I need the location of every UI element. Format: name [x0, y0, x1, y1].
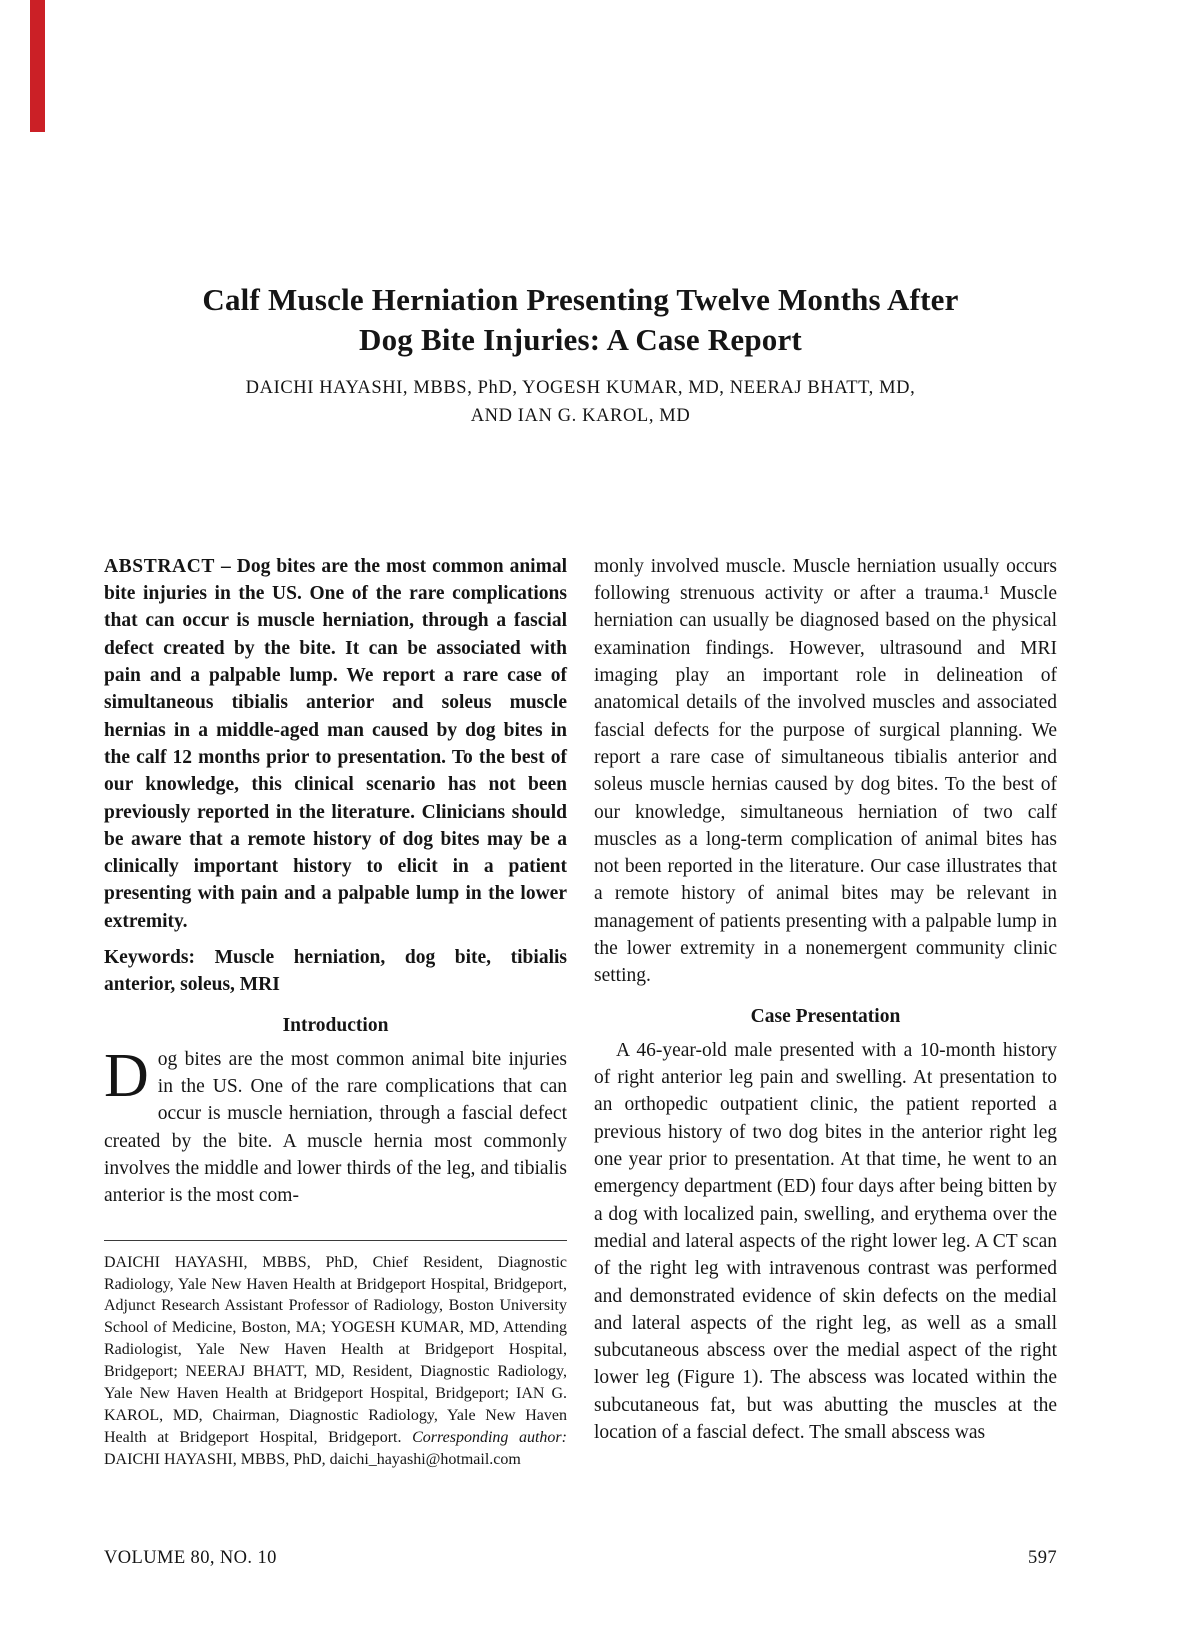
page-title	[104, 280, 1057, 359]
introduction-paragraph	[104, 1041, 567, 1210]
right-column	[594, 553, 1057, 1471]
red-accent-bar	[30, 0, 45, 132]
authors-line-2: AND IAN G. KAROL, MD	[470, 406, 691, 427]
keywords-line: Keywords: Muscle herniation, dog bite, tibialis anterior, soleus, MRI	[104, 947, 567, 996]
section-heading-case-presentation: Case Presentation	[750, 1005, 901, 1027]
left-column	[104, 553, 567, 1471]
title-line-1: Calf Muscle Herniation Presenting Twelve Months After	[202, 282, 959, 317]
page-footer	[104, 1548, 1057, 1569]
authors-byline	[104, 375, 1057, 431]
author-footnote	[104, 1240, 567, 1471]
corresponding-author-label: Corresponding author:	[412, 1428, 567, 1446]
footnote-contact: DAICHI HAYASHI, MBBS, PhD, daichi_hayashi@hotmail.com	[104, 1450, 521, 1468]
volume-label: VOLUME 80, NO. 10	[104, 1548, 277, 1568]
section-heading-introduction: Introduction	[282, 1014, 389, 1036]
case-presentation-paragraph: A 46-year-old male presented with a 10-month history of right anterior leg pain and swelling. At presentation to an orthopedic outpatient clinic, the patient reported a previous history of two dog bites in the anterior right leg one year prior to presentation. At that time, he went to an emergency department (ED) four days after being bitten by a dog with localized pain, swelling, and erythema over the medial and lateral aspects of the right lower leg. A CT scan of the right leg with intravenous contrast was performed and demonstrated evidence of skin defects on the medial and lateral aspects of the right leg, as well as a small subcutaneous abscess over the medial aspect of the right lower leg (Figure 1). The abscess was located within the subcutaneous fat, but was abutting the muscles at the location of a fascial defect. The small abscess was	[594, 1039, 1057, 1444]
body-paragraph-continuation: monly involved muscle. Muscle herniation usually occurs following strenuous activity or after a trauma.¹ Muscle herniation can usually be diagnosed based on the physical examination findings. However, ultrasound and MRI imaging play an important role in delineation of anatomical details of the involved muscles and associated fascial defects for the purpose of surgical planning. We report a rare case of simultaneous tibialis anterior and soleus muscle hernias caused by dog bites. To the best of our knowledge, simultaneous herniation of two calf muscles as a long-term complication of animal bites has not been reported in the literature. Our case illustrates that a remote history of animal bites may be relevant in management of patients presenting with a palpable lump in the lower extremity in a nonemergent community clinic setting.	[594, 555, 1057, 987]
authors-line-1: DAICHI HAYASHI, MBBS, PhD, YOGESH KUMAR, MD, NEERAJ BHATT, MD,	[245, 378, 916, 399]
abstract-text: – Dog bites are the most common animal bite injuries in the US. One of the rare complications that can occur is muscle herniation, through a fascial defect created by the bite. It can be associated with pain and a palpable lump. We report a rare case of simultaneous tibialis anterior and soleus muscle hernias in a middle-aged man caused by dog bites in the calf 12 months prior to presentation. To the best of our knowledge, this clinical scenario has not been previously reported in the literature. Clinicians should be aware that a remote history of dog bites may be a clinically important history to elicit in a patient presenting with pain and a palpable lump in the lower extremity.	[104, 555, 567, 932]
drop-cap: D	[104, 1041, 149, 1110]
introduction-text: og bites are the most common animal bite injuries in the US. One of the rare complications that can occur is muscle herniation, through a fascial defect created by the bite. A muscle hernia most commonly involves the middle and lower thirds of the leg, and tibialis anterior is the most com-	[104, 1048, 567, 1207]
abstract-paragraph	[104, 553, 567, 935]
title-line-2: Dog Bite Injuries: A Case Report	[359, 321, 802, 357]
abstract-label: ABSTRACT	[104, 555, 215, 577]
article-page	[104, 0, 1057, 1471]
page-number: 597	[1028, 1548, 1057, 1568]
footnote-text: DAICHI HAYASHI, MBBS, PhD, Chief Resident, Diagnostic Radiology, Yale New Haven Health at Bridgeport Hospital, Bridgeport, Adjunct Research Assistant Professor of Radiology, Boston University School of Medicine, Boston, MA; YOGESH KUMAR, MD, Attending Radiologist, Yale New Haven Health at Bridgeport Hospital, Bridgeport; NEERAJ BHATT, MD, Resident, Diagnostic Radiology, Yale New Haven Health at Bridgeport Hospital, Bridgeport; IAN G. KAROL, MD, Chairman, Diagnostic Radiology, Yale New Haven Health at Bridgeport Hospital, Bridgeport.	[104, 1253, 567, 1446]
two-column-body	[104, 553, 1057, 1471]
